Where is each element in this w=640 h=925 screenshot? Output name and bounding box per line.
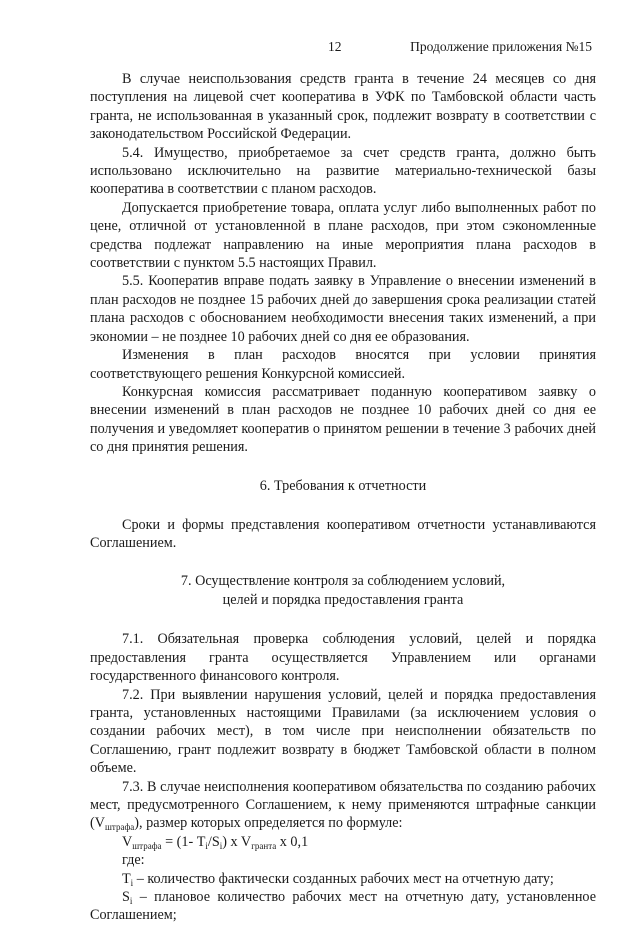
formula-where: где:	[122, 852, 145, 869]
section-7-title: 7. Осуществление контроля за соблюдением условий, целей и порядка предоставления гранта	[180, 573, 506, 609]
section-6-title: 6. Требования к отчетности	[259, 477, 427, 494]
paragraph-5-5: 5.5. Кооператив вправе подать заявку в Управление о внесении изменений в план расходов не позднее 15 рабочих дней до завершения срока реализации статей плана расходов с обоснованием необходимости внесения таких изменений, а при экономии – не позднее 10 рабочих дней со дня ее образования.	[90, 273, 596, 345]
paragraph-changes: Изменения в план расходов вносятся при условии принятия соответствующего решения Конкурсной комиссией.	[90, 347, 596, 382]
paragraph-price-deviation: Допускается приобретение товара, оплата услуг либо выполненных работ по цене, отличной от установленной в плане расходов, при этом сэкономленные средства подлежат направлению на иные мероприятия плана расходов в соответствии с пунктом 5.5 настоящих Правил.	[90, 199, 596, 272]
paragraph-grant-return: В случае неиспользования средств гранта в течение 24 месяцев со дня поступления на лицевой счет кооператива в УФК по Тамбовской области часть гранта, не использованная в указанный срок, подлежит возврату в соответствии с законодательством Российской Федерации.	[90, 71, 596, 143]
paragraph-5-4: 5.4. Имущество, приобретаемое за счет средств гранта, должно быть использовано исключительно на развитие материально-технической базы кооператива в соответствии с планом расходов.	[90, 144, 596, 198]
paragraph-7-2: 7.2. При выявлении нарушения условий, целей и порядка предоставления гранта, установленных настоящими Правилами (за исключением условия о создании рабочих мест), в том числе при неисполнении обязательств по Соглашению, грант подлежит возврату в бюджет Тамбовской области в полном объеме.	[90, 686, 596, 777]
page-number: 12	[328, 39, 342, 54]
paragraph-commission: Конкурсная комиссия рассматривает поданную кооперативом заявку о внесении изменений в план расходов не позднее 10 рабочих дней со дня ее получения и уведомляет кооператив о принятом решении в течение 3 рабочих дней со дня принятия решения.	[90, 383, 596, 456]
paragraph-reporting: Сроки и формы представления кооперативом отчетности устанавливаются Соглашением.	[90, 516, 596, 551]
document-body	[90, 70, 596, 925]
definition-s: $S_i$ – плановое количество рабочих мест на отчетную дату, установленное Соглашением;	[90, 889, 596, 924]
penalty-formula: $V_{штрафа} = (1-$ $T_i/S_i$) x $V_{гранта}$ x 0,1	[122, 833, 309, 851]
paragraph-7-3: 7.3. В случае неисполнения кооперативом обязательства по созданию рабочих мест, предусмотренного Соглашением, к нему применяются штрафные санкции $(V_{штрафа})$, размер которых определяется по формуле:	[90, 778, 596, 833]
paragraph-7-1: 7.1. Обязательная проверка соблюдения условий, целей и порядка предоставления гранта осуществляется Управлением или органами государственного финансового контроля.	[90, 631, 596, 685]
definition-t: $T_i$ – количество фактически созданных рабочих мест на отчетную дату;	[122, 870, 554, 888]
appendix-continuation: Продолжение приложения №15	[410, 39, 592, 54]
